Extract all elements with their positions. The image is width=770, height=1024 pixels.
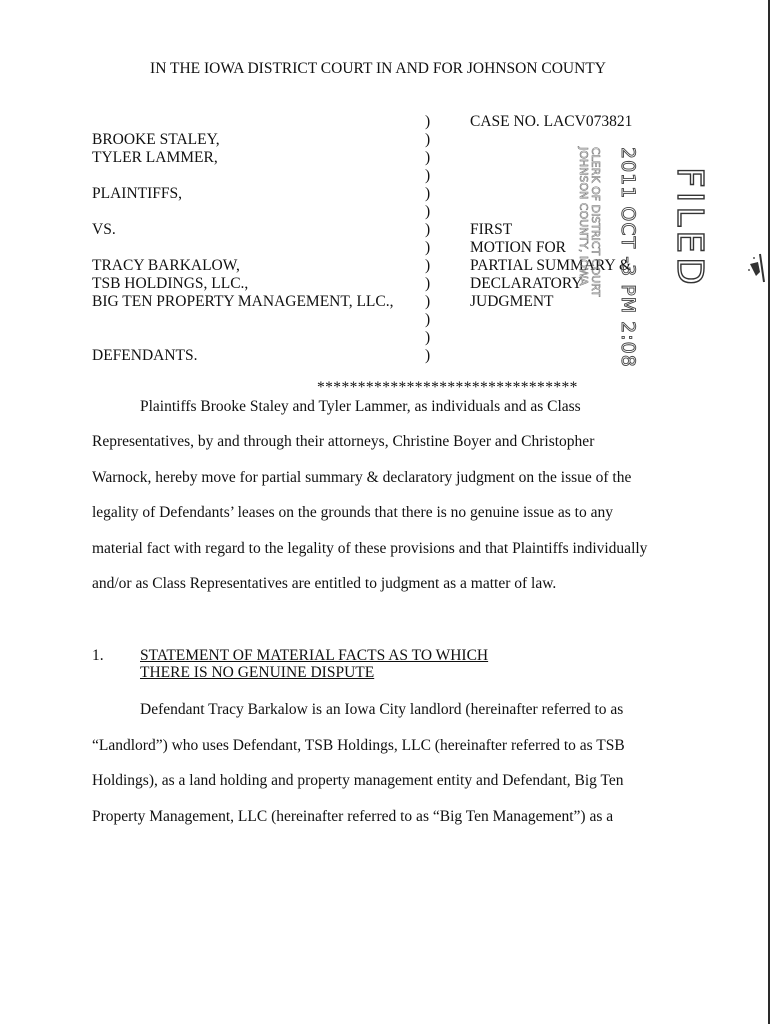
caption-paren: ) <box>425 149 431 166</box>
section-number: 1. <box>92 647 104 664</box>
defendant-name: BIG TEN PROPERTY MANAGEMENT, LLC., <box>92 293 394 310</box>
stamp-date-text: 2011 OCT -3 PM 2:08 <box>617 147 639 368</box>
motion-title-line: JUDGMENT <box>470 293 554 310</box>
separator-line: ******************************** <box>317 379 578 396</box>
intro-line: Warnock, hereby move for partial summary & declaratory judgment on the issue of the <box>92 469 632 486</box>
defendant-name: TSB HOLDINGS, LLC., <box>92 275 249 292</box>
facts-line: Property Management, LLC (hereinafter referred to as “Big Ten Management”) as a <box>92 808 614 825</box>
case-number: CASE NO. LACV073821 <box>470 113 633 130</box>
caption-paren: ) <box>425 203 431 220</box>
intro-line: and/or as Class Representatives are entitled to judgment as a matter of law. <box>92 575 557 592</box>
motion-title-line: PARTIAL SUMMARY & <box>470 257 631 274</box>
section-title: THERE IS NO GENUINE DISPUTE <box>140 664 375 681</box>
section-title: STATEMENT OF MATERIAL FACTS AS TO WHICH <box>140 647 489 664</box>
caption-paren: ) <box>425 221 431 238</box>
facts-line: Defendant Tracy Barkalow is an Iowa City landlord (hereinafter referred to as <box>140 701 624 718</box>
caption-paren: ) <box>425 311 431 328</box>
intro-line: Plaintiffs Brooke Staley and Tyler Lammer, as individuals and as Class <box>140 398 581 415</box>
caption-paren: ) <box>425 239 431 256</box>
caption-paren: ) <box>425 113 431 130</box>
intro-line: legality of Defendants’ leases on the grounds that there is no genuine issue as to any <box>92 504 613 521</box>
facts-line: Holdings), as a land holding and property management entity and Defendant, Big Ten <box>92 772 624 789</box>
defendant-name: TRACY BARKALOW, <box>92 257 240 274</box>
caption-paren: ) <box>425 131 431 148</box>
caption-paren: ) <box>425 347 431 364</box>
caption-paren: ) <box>425 167 431 184</box>
motion-title-line: FIRST <box>470 221 513 238</box>
caption-paren: ) <box>425 185 431 202</box>
motion-title-line: DECLARATORY <box>470 275 583 292</box>
defendants-label: DEFENDANTS. <box>92 347 198 364</box>
scan-edge-mark <box>746 242 770 288</box>
caption-paren: ) <box>425 329 431 346</box>
caption-paren: ) <box>425 293 431 310</box>
plaintiffs-label: PLAINTIFFS, <box>92 185 183 202</box>
motion-title-line: MOTION FOR <box>470 239 567 256</box>
stamp-clerk-line: CLERK OF DISTRICT COURT <box>589 147 602 297</box>
versus-label: VS. <box>92 221 116 238</box>
caption-paren: ) <box>425 257 431 274</box>
facts-line: “Landlord”) who uses Defendant, TSB Holdings, LLC (hereinafter referred to as TSB <box>92 737 625 754</box>
caption-paren: ) <box>425 275 431 292</box>
plaintiff-name: BROOKE STALEY, <box>92 131 220 148</box>
intro-line: Representatives, by and through their attorneys, Christine Boyer and Christopher <box>92 433 595 450</box>
filed-stamp <box>577 143 732 368</box>
stamp-filed-text: FILED <box>669 167 710 289</box>
court-heading: IN THE IOWA DISTRICT COURT IN AND FOR JOHNSON COUNTY <box>150 60 606 77</box>
plaintiff-name: TYLER LAMMER, <box>92 149 218 166</box>
intro-line: material fact with regard to the legality of these provisions and that Plaintiffs individually <box>92 540 648 557</box>
stamp-county-line: JOHNSON COUNTY, IOWA <box>577 147 590 286</box>
